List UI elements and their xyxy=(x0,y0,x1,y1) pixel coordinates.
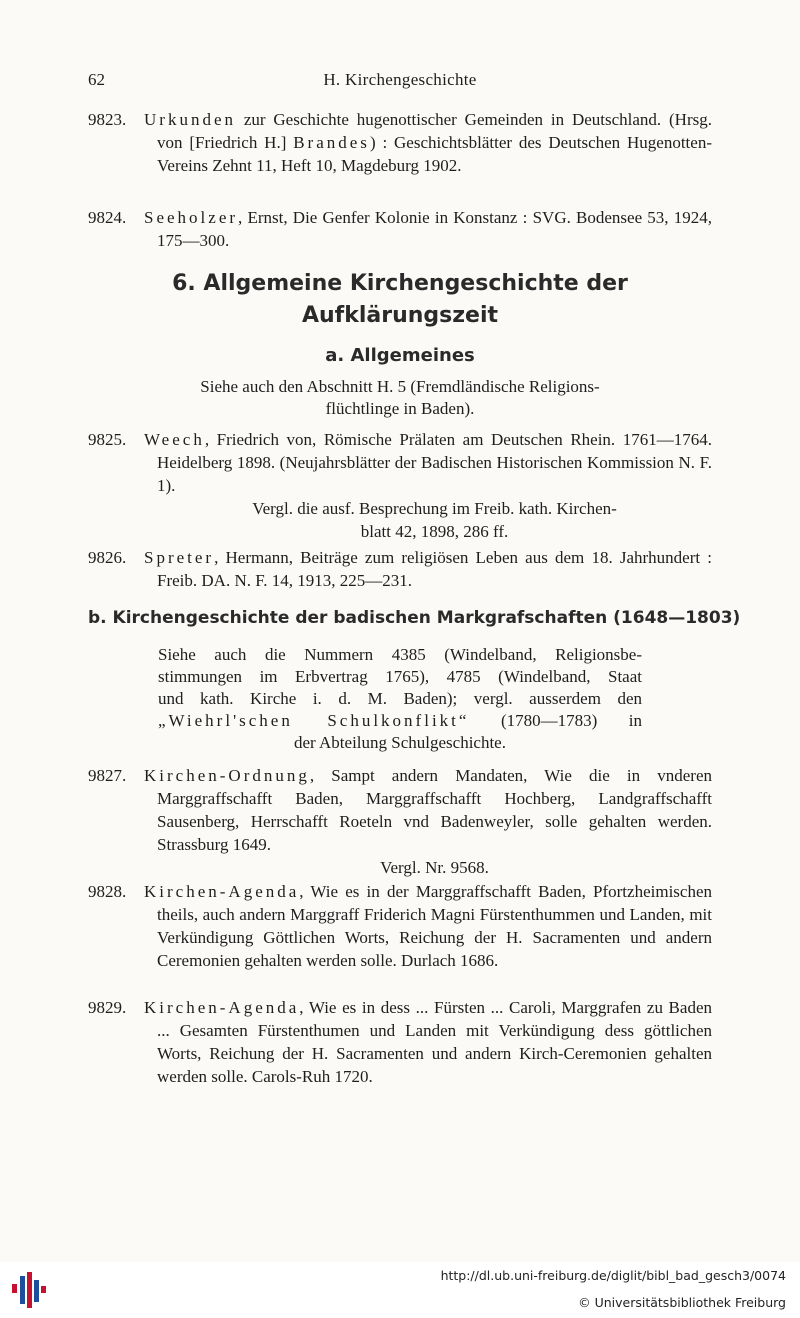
bibliography-entry xyxy=(88,428,712,543)
entry-body: , Friedrich von, Römische Prälaten am Deutschen Rhein. 1761—1764. Heidelberg 1898. (Neujahrsblätter der Badischen Historischen Kommission N. F. 1). xyxy=(157,430,712,495)
see-also-line: und kath. Kirche i. d. M. Baden); vergl. ausserdem den xyxy=(158,689,642,708)
entry-text xyxy=(144,996,712,1088)
entry-author: Seeholzer xyxy=(144,208,239,227)
entry-text xyxy=(144,108,712,177)
entry-note: Vergl. Nr. 9568. xyxy=(380,858,489,877)
entry-number: 9825. xyxy=(88,430,127,449)
ub-freiburg-logo-icon[interactable] xyxy=(10,1270,50,1310)
entry-text xyxy=(144,880,712,972)
permalink-url[interactable]: http://dl.ub.uni-freiburg.de/diglit/bibl_bad_gesch3/0074 xyxy=(440,1268,786,1283)
entry-body: , Wie es in der Marggraffschafft Baden, Pfortzheimischen theils, auch andern Marggraff Friderich Magni Fürstenthummen und Landen, mit Verkündigung Göttlichen Worts, Reichung der H. Sacramenten und andern Ceremonien gehalten werden solle. Durlach 1686. xyxy=(157,882,712,970)
entry-text xyxy=(144,546,712,592)
see-also-line: stimmungen im Erbvertrag 1765), 4785 (Windelband, Staat xyxy=(158,667,642,686)
running-head xyxy=(88,70,712,92)
subsection-heading-b: b. Kirchengeschichte der badischen Markgrafschaften (1648—1803) xyxy=(88,608,741,628)
entry-number: 9829. xyxy=(88,998,127,1017)
entry-body: zur Geschichte hugenottischer Gemeinden in Deutschland. (Hrsg. von [Friedrich H.] xyxy=(157,110,712,152)
section-heading xyxy=(100,268,700,332)
running-title: H. Kirchengeschichte xyxy=(323,70,477,89)
entry-author: Spreter xyxy=(144,548,215,567)
see-also-line: flüchtlinge in Baden). xyxy=(325,399,475,418)
see-also-quoted-term: „Wiehrl'schen Schulkonflikt“ xyxy=(158,711,470,730)
entry-note-line: Vergl. die ausf. Besprechung im Freib. kath. Kirchen- xyxy=(252,499,617,518)
page-number: 62 xyxy=(88,70,105,89)
bibliography-entry xyxy=(88,108,712,177)
entry-number: 9827. xyxy=(88,766,127,785)
entry-body-cont: ) : Geschichtsblätter des Deutschen Hugenotten-Vereins Zehnt 11, Heft 10, Magdeburg 1902. xyxy=(157,133,712,175)
entry-body: , Sampt andern Mandaten, Wie die in vnderen Marggraffschafft Baden, Marggraffschafft Hochberg, Landgraffschafft Sausenberg, Herrschafft Roeteln vnd Badenweyler, solle gehalten werden. Strassburg 1649. xyxy=(157,766,712,854)
see-also-note xyxy=(120,376,680,420)
bibliography-entry xyxy=(88,996,712,1088)
bibliography-entry xyxy=(88,880,712,972)
entry-author: Weech xyxy=(144,430,205,449)
bibliography-entry xyxy=(88,546,712,592)
bibliography-entry xyxy=(88,206,712,252)
section-heading-line2: Aufklärungszeit xyxy=(301,303,499,328)
entry-author: Kirchen-Agenda xyxy=(144,998,300,1017)
section-heading-line1: 6. Allgemeine Kirchengeschichte der xyxy=(172,271,628,296)
subsection-heading-a: a. Allgemeines xyxy=(325,345,475,366)
entry-body: , Wie es in dess ... Fürsten ... Caroli, Marggrafen zu Baden ... Gesamten Fürstenthumen und Landen mit Verkündigung dess göttlichen Worts, Reichung der H. Sacramenten und andern Kirch-Ceremonien gehalten werden solle. Carols-Ruh 1720. xyxy=(157,998,712,1086)
entry-text xyxy=(144,206,712,252)
entry-number: 9824. xyxy=(88,208,127,227)
entry-author: Kirchen-Ordnung xyxy=(144,766,310,785)
see-also-last-line: der Abteilung Schulgeschichte. xyxy=(294,733,506,752)
entry-body: , Ernst, Die Genfer Kolonie in Konstanz : SVG. Bodensee 53, 1924, 175—300. xyxy=(157,208,712,250)
see-also-line-rest: (1780—1783) in xyxy=(469,711,642,730)
see-also-line xyxy=(158,710,642,732)
see-also-note xyxy=(158,644,642,732)
viewer-footer xyxy=(0,1262,800,1318)
entry-number: 9828. xyxy=(88,882,127,901)
entry-author: Kirchen-Agenda xyxy=(144,882,300,901)
see-also-line: Siehe auch die Nummern 4385 (Windelband, Religionsbe- xyxy=(158,645,642,664)
entry-text xyxy=(144,764,712,856)
entry-text xyxy=(144,428,712,497)
entry-number: 9826. xyxy=(88,548,127,567)
entry-editor: Brandes xyxy=(293,133,370,152)
copyright-notice: © Universitätsbibliothek Freiburg xyxy=(578,1295,786,1310)
entry-note xyxy=(157,497,712,543)
see-also-line: Siehe auch den Abschnitt H. 5 (Fremdländische Religions- xyxy=(200,377,600,396)
bibliography-entry xyxy=(88,764,712,879)
entry-note-line: blatt 42, 1898, 286 ff. xyxy=(360,522,509,541)
entry-body: , Hermann, Beiträge zum religiösen Leben aus dem 18. Jahrhundert : Freib. DA. N. F. 14, 1913, 225—231. xyxy=(157,548,712,590)
entry-author: Urkunden xyxy=(144,110,236,129)
entry-number: 9823. xyxy=(88,110,127,129)
